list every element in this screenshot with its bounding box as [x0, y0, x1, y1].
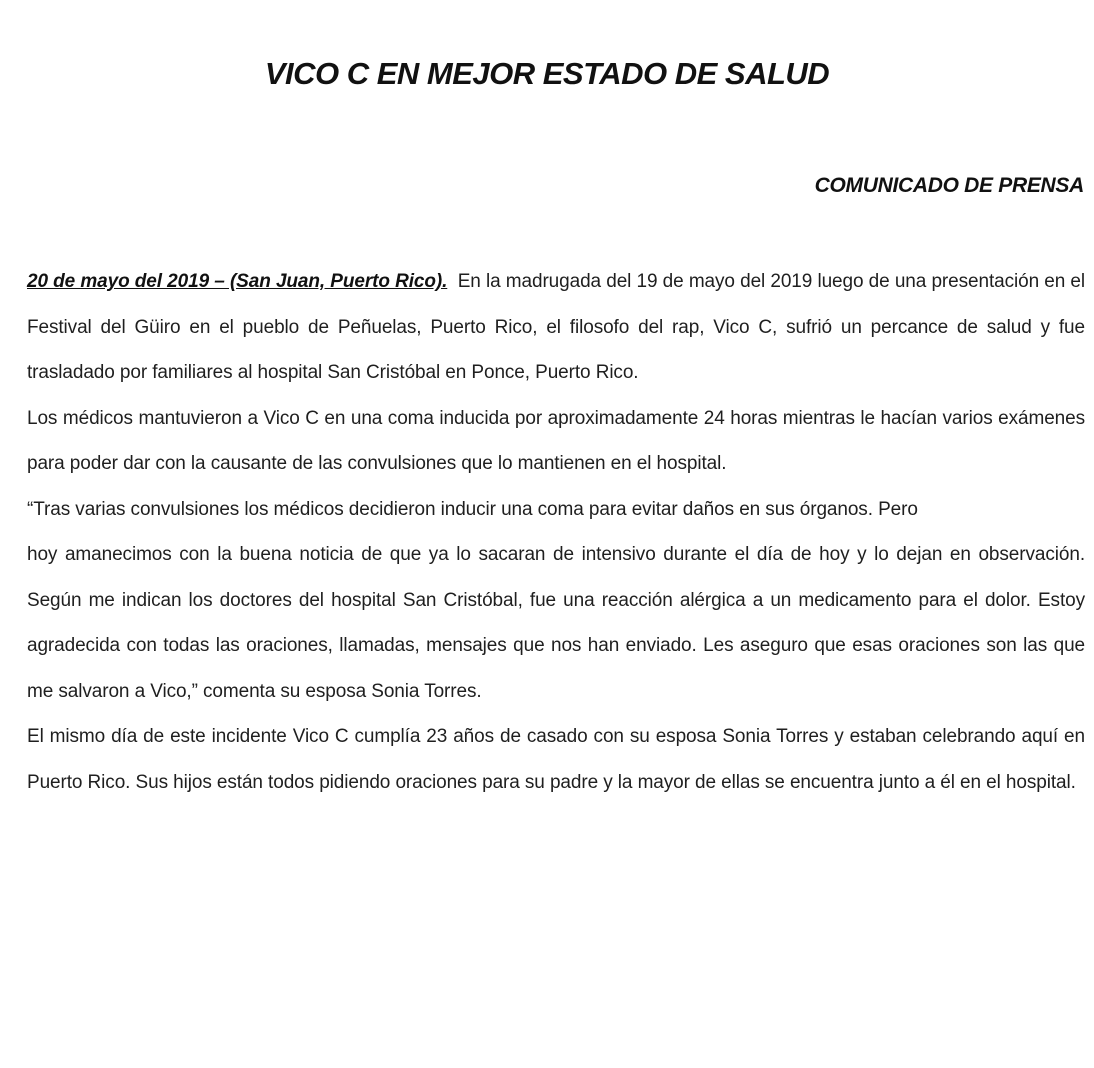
paragraph-intro	[27, 259, 1085, 396]
document-body	[27, 259, 1085, 805]
paragraph-anniversary: El mismo día de este incidente Vico C cumplía 23 años de casado con su esposa Sonia Torres y estaban celebrando aquí en Puerto Rico. Sus hijos están todos pidiendo oraciones para su padre y la mayor de ellas se encuentra junto a él en el hospital.	[27, 726, 1085, 793]
document-subtitle: COMUNICADO DE PRENSA	[814, 174, 1084, 197]
paragraph-quote-continued: hoy amanecimos con la buena noticia de que ya lo sacaran de intensivo durante el día de hoy y lo dejan en observación. Según me indican los doctores del hospital San Cristóbal, fue una reacción alérgica a un medicamento para el dolor. Estoy agradecida con todas las oraciones, llamadas, mensajes que nos han enviado. Les aseguro que esas oraciones son las que me salvaron a Vico,” comenta su esposa Sonia Torres.	[27, 544, 1085, 702]
page-title: VICO C EN MEJOR ESTADO DE SALUD	[264, 56, 830, 91]
dateline: 20 de mayo del 2019 – (San Juan, Puerto Rico).	[27, 271, 448, 292]
paragraph-coma: Los médicos mantuvieron a Vico C en una coma inducida por aproximadamente 24 horas mientras le hacían varios exámenes para poder dar con la causante de las convulsiones que lo mantienen en el hospital.	[27, 407, 1085, 474]
paragraph-intro-text: En la madrugada del 19 de mayo del 2019 luego de una presentación en el Festival del Güiro en el pueblo de Peñuelas, Puerto Rico, el filosofo del rap, Vico C, sufrió un percance de salud y fue trasladado por familiares al hospital San Cristóbal en Ponce, Puerto Rico.	[27, 271, 1086, 383]
paragraph-quote-start: “Tras varias convulsiones los médicos decidieron inducir una coma para evitar daños en sus órganos. Pero	[27, 498, 918, 520]
